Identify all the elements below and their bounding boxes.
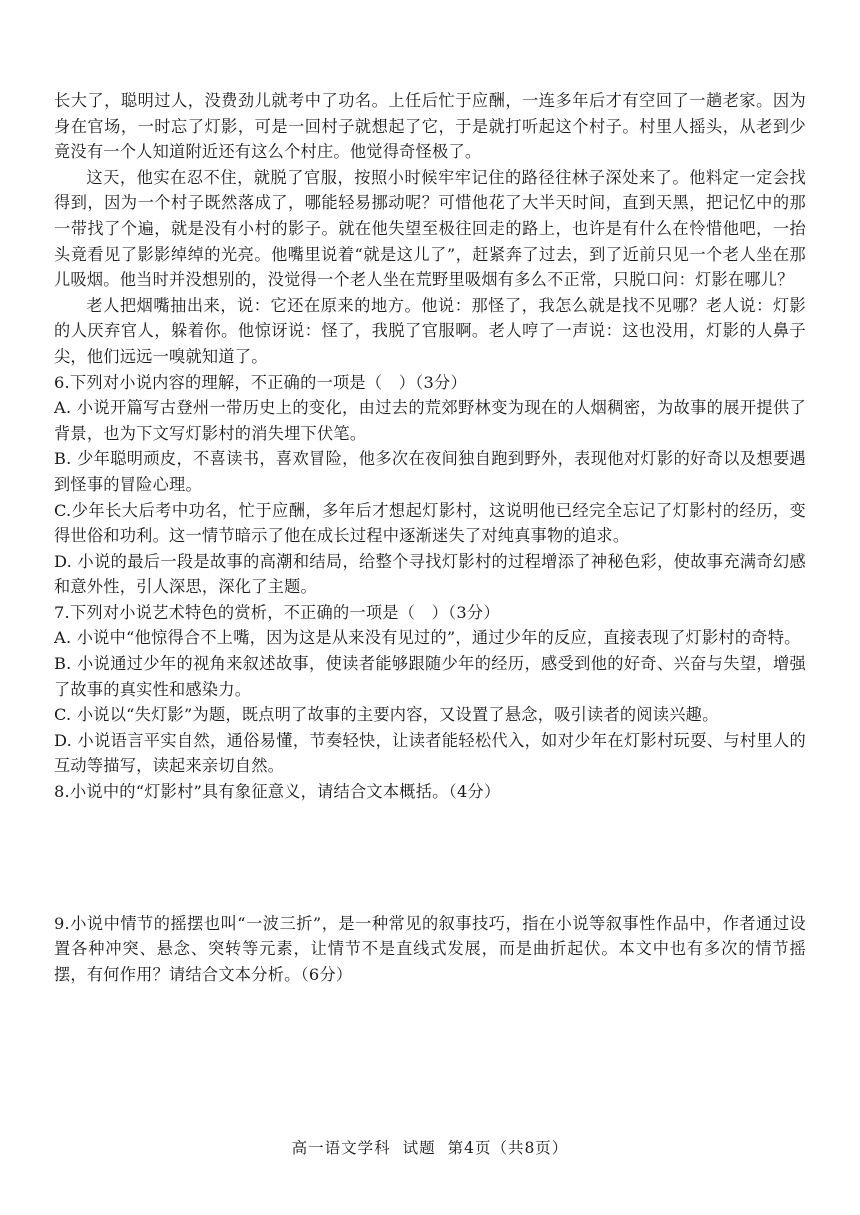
question-7-option-a: A. 小说中“他惊得合不上嘴，因为这是从来没有见过的”，通过少年的反应，直接表现了灯影村的奇特。 xyxy=(54,628,801,648)
question-9-stem: 9.小说中情节的摇摆也叫“一波三折”，是一种常见的叙事技巧，指在小说等叙事性作品中，作者通过设置各种冲突、悬念、突转等元素，让情节不是直线式发展，而是曲折起伏。本文中也有多次的情节摇摆，有何作用？请结合文本分析。（6分） xyxy=(54,913,806,984)
passage-paragraph-3: 老人把烟嘴抽出来，说：它还在原来的地方。他说：那怪了，我怎么就是找不见哪？老人说：灯影的人厌弃官人，躲着你。他惊讶说：怪了，我脱了官服啊。老人哼了一声说：这也没用，灯影的人鼻子尖，他们远远一嗅就知道了。 xyxy=(54,295,806,366)
footer-page-number: 第4页（共8页） xyxy=(447,1139,569,1157)
question-6-stem: 6.下列对小说内容的理解，不正确的一项是（ ）（3分） xyxy=(54,372,467,392)
question-6-option-a: A. 小说开篇写古登州一带历史上的变化，由过去的荒郊野林变为现在的人烟稠密，为故事的展开提供了背景，也为下文写灯影村的消失埋下伏笔。 xyxy=(54,398,806,443)
question-6-option-b: B. 少年聪明顽皮，不喜读书，喜欢冒险，他多次在夜间独自跑到野外，表现他对灯影的好奇以及想要遇到怪事的冒险心理。 xyxy=(54,449,806,494)
question-8 xyxy=(54,779,806,911)
question-7-option-d: D. 小说语言平实自然，通俗易懂，节奏轻快，让读者能轻松代入，如对少年在灯影村玩耍、与村里人的互动等描写，读起来亲切自然。 xyxy=(54,730,806,776)
page-content xyxy=(54,88,806,987)
question-7-stem: 7.下列对小说艺术特色的赏析，不正确的一项是（ ）（3分） xyxy=(54,602,500,622)
page-footer xyxy=(0,1136,860,1158)
question-6 xyxy=(54,370,806,600)
answer-space xyxy=(54,805,806,911)
question-6-option-c: C.少年长大后考中功名，忙于应酬，多年后才想起灯影村，这说明他已经完全忘记了灯影村的经历，变得世俗和功利。这一情节暗示了他在成长过程中逐渐迷失了对纯真事物的追求。 xyxy=(54,500,806,546)
question-6-option-d: D. 小说的最后一段是故事的高潮和结局，给整个寻找灯影村的过程增添了神秘色彩，使故事充满奇幻感和意外性，引人深思，深化了主题。 xyxy=(54,551,806,597)
passage-paragraph-2: 这天，他实在忍不住，就脱了官服，按照小时候牢牢记住的路径往林子深处来了。他料定一定会找得到，因为一个村子既然落成了，哪能轻易挪动呢？可惜他花了大半天时间，直到天黑，把记忆中的那一带找了个遍，就是没有小村的影子。就在他失望至极往回走的路上，也许是有什么在怜惜他吧，一抬头竟看见了影影绰绰的光亮。他嘴里说着“就是这儿了”，赶紧奔了过去，到了近前只见一个老人坐在那儿吸烟。他当时并没想别的，没觉得一个老人坐在荒野里吸烟有多么不正常，只脱口问：灯影在哪儿？ xyxy=(54,167,806,290)
footer-kind: 试题 xyxy=(402,1139,436,1157)
question-9 xyxy=(54,911,806,988)
question-8-stem: 8.小说中的“灯影村”具有象征意义，请结合文本概括。（4分） xyxy=(54,782,501,802)
question-7-option-c: C. 小说以“失灯影”为题，既点明了故事的主要内容，又设置了悬念，吸引读者的阅读兴趣。 xyxy=(54,705,719,725)
question-7 xyxy=(54,600,806,779)
footer-subject: 高一语文学科 xyxy=(291,1139,391,1157)
passage-paragraph-1: 长大了，聪明过人，没费劲儿就考中了功名。上任后忙于应酬，一连多年后才有空回了一趟老家。因为身在官场，一时忘了灯影，可是一回村子就想起了它，于是就打听起这个村子。村里人摇头，从老到少竟没有一个人知道附近还有这么个村庄。他觉得奇怪极了。 xyxy=(54,91,806,162)
question-7-option-b: B. 小说通过少年的视角来叙述故事，使读者能够跟随少年的经历，感受到他的好奇、兴奋与失望，增强了故事的真实性和感染力。 xyxy=(54,654,806,699)
